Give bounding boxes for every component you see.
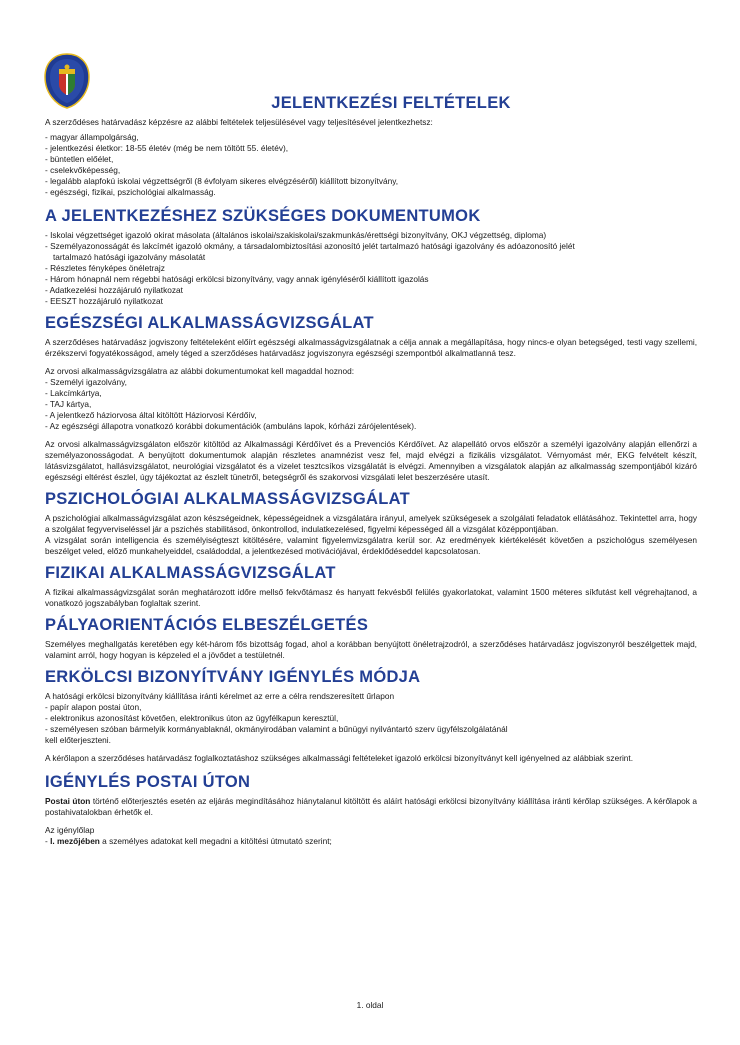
list-item: - személyesen szóban bármelyik kormányablaknál, okmányirodában valamint a bűnügyi nyilvántartó szerv ügyfélszolgálatánál [45,724,508,734]
certificate-paragraph: A kérőlapon a szerződéses határvadász foglalkoztatáshoz szükséges alkalmassági feltételeket igazoló erkölcsi bizonyítványt kell igényelned az alábbiak szerint. [45,753,634,763]
list-item: - Iskolai végzettséget igazoló okirat másolata (általános iskolai/szakiskolai/szakmunkás/érettségi bizonyítvány, OKJ végzettség, diploma) [45,230,547,240]
form-item-rest: a személyes adatokat kell megadni a kitöltési útmutató szerint; [99,836,332,846]
psych-paragraph-1: A pszichológiai alkalmasságvizsgálat azon készségeidnek, képességeidnek a vizsgálatára irányul, amelyek szükségesek a szolgálati feladatok ellátásához. Tekintettel arra, hogy a szolgálat fegyverviseléssel jár a pszichés stabilitásod, önkontrollod, indulatkezelésed, figyelmi képességed áll a vizsgálat középpontjában. [45,513,697,534]
postal-bold: Postai úton [45,796,91,806]
psych-heading: PSZICHOLÓGIAI ALKALMASSÁGVIZSGÁLAT [45,490,410,508]
list-item: - Három hónapnál nem régebbi hatósági erkölcsi bizonyítvány, vagy annak igényléséről kiállított igazolás [45,274,429,284]
health-paragraph: A szerződéses határvadász jogviszony feltételeként előírt egészségi alkalmasságvizsgálatnak a célja annak a megállapítása, hogy nincs-e olyan betegséged, testi vagy szellemi, érzékszervi fogyatékosságod, amely téged a szerződéses határvadász jogviszonyra egészségi szempontból alkalmatlanná tesz. [45,337,697,358]
psych-paragraph-2: A vizsgálat során intelligencia és személyiségteszt kitöltésére, valamint figyelemvizsgálatra kerül sor. Az eredmények kiértékelését követően a pszichológus személyesen beszélget veled, előző munkahelyeiddel, családoddal, a jelentkezésed motivációjával, érdeklődéseddel kapcsolatosan. [45,535,697,556]
physical-paragraph: A fizikai alkalmasságvizsgálat során meghatározott időre mellső fekvőtámasz és hanyatt fekvésből felülés gyakorlatokat, valamint 1500 méteres síkfutást kell végrehajtanod, a vonatkozó jogszabályban foglaltak szerint. [45,587,697,608]
list-item: - elektronikus azonosítást követően, elektronikus úton az ügyfélkapun keresztül, [45,713,339,723]
health-list-intro: Az orvosi alkalmasságvizsgálatra az alábbi dokumentumokat kell magaddal hoznod: [45,366,354,376]
list-item: - EESZT hozzájáruló nyilatkozat [45,296,163,306]
certificate-heading: ERKÖLCSI BIZONYÍTVÁNY IGÉNYLÉS MÓDJA [45,668,421,686]
career-paragraph: Személyes meghallgatás keretében egy két-három fős bizottság fogad, ahol a korábban benyújtott önéletrajzodról, a szerződéses határvadász jogviszonyról beszélgettek majd, valamint arról, hogy hogyan is képzeled el a jövődet a testületnél. [45,639,697,660]
form-item-bold: I. mezőjében [50,836,100,846]
postal-rest: történő előterjesztés esetén az eljárás megindításához hiánytalanul kitöltött és aláírt hatósági erkölcsi bizonyítvány kiállítása iránti kérőlap szükséges. A kérőlapok a postahivatalokban érhetők el. [45,796,698,817]
list-item: kell előterjeszteni. [45,735,111,745]
list-item: - Lakcímkártya, [45,388,102,398]
list-item: - büntetlen előélet, [45,154,114,164]
list-item: - Az egészségi állapotra vonatkozó korábbi dokumentációk (ambuláns lapok, kórházi zárójelentések). [45,421,417,431]
list-item: - magyar állampolgárság, [45,132,139,142]
health-heading: EGÉSZSÉGI ALKALMASSÁGVIZSGÁLAT [45,314,374,332]
certificate-intro: A hatósági erkölcsi bizonyítvány kiállítása iránti kérelmet az erre a célra rendszeresített űrlapon [45,691,395,701]
requirements-list [45,132,697,198]
certificate-methods-list [45,702,697,746]
list-item: - jelentkezési életkor: 18-55 életév (még be nem töltött 55. életév), [45,143,289,153]
documents-list [45,230,697,307]
documents-heading: A JELENTKEZÉSHEZ SZÜKSÉGES DOKUMENTUMOK [45,207,481,225]
intro-text: A szerződéses határvadász képzésre az alábbi feltételek teljesülésével vagy teljesítésével jelentkezhetsz: [45,117,433,127]
career-heading: PÁLYAORIENTÁCIÓS ELBESZÉLGETÉS [45,616,369,634]
list-item: - cselekvőképesség, [45,165,121,175]
form-item [45,836,697,847]
list-item: - TAJ kártya, [45,399,92,409]
list-item: - legalább alapfokú iskolai végzettségről (8 évfolyam sikeres elvégzéséről) kiállított bizonyítvány, [45,176,399,186]
form-item-prefix: - [45,836,51,846]
list-item: - Személyi igazolvány, [45,377,127,387]
health-exam-paragraph: Az orvosi alkalmasságvizsgálaton először kitöltöd az Alkalmassági Kérdőívet és a Prevenciós Kérdőívet. Az alapellátó orvos először a személyi igazolvány alapján ellenőrzi a személyazonosságodat. A benyújtott dokumentumok alapján részletes anamnézist vesz fel, majd elvégzi a fizikális vizsgálatot. Vérnyomást mér, EKG felvételt készít, látásvizsgálatot, hallásvizsgálatot, neurológiai vizsgálatot és a vizelet tesztcsíkos vizsgálatát is elvégzi. Amennyiben a vizsgálatok alapján az alkalmasság szempontjából kizáró egészségi eltérést észlel, úgy tájékoztat az észlelt tünetről, betegségről és szakorvosi vizsgálati lelet beszerzésére utasít. [45,439,697,482]
form-label: Az igénylőlap [45,825,95,835]
list-item: tartalmazó hatósági igazolvány másolatát [53,252,206,262]
list-item: - egészségi, fizikai, pszichológiai alkalmasság. [45,187,216,197]
list-item: - Részletes fényképes önéletrajz [45,263,165,273]
postal-heading: IGÉNYLÉS POSTAI ÚTON [45,773,251,791]
page-title: JELENTKEZÉSI FELTÉTELEK [271,94,511,112]
physical-heading: FIZIKAI ALKALMASSÁGVIZSGÁLAT [45,564,336,582]
list-item: - papír alapon postai úton, [45,702,142,712]
postal-paragraph [45,796,697,818]
list-item: - A jelentkező háziorvosa által kitöltött Háziorvosi Kérdőív, [45,410,257,420]
health-documents-list [45,377,697,432]
document-body [45,93,697,847]
list-item: - Adatkezelési hozzájáruló nyilatkozat [45,285,183,295]
page-number: 1. oldal [356,1000,384,1010]
list-item: - Személyazonosságát és lakcímét igazoló okmány, a társadalombiztosítási azonosító jelét tartalmazó hatósági igazolvány és adóazonosító jelét [45,241,575,251]
